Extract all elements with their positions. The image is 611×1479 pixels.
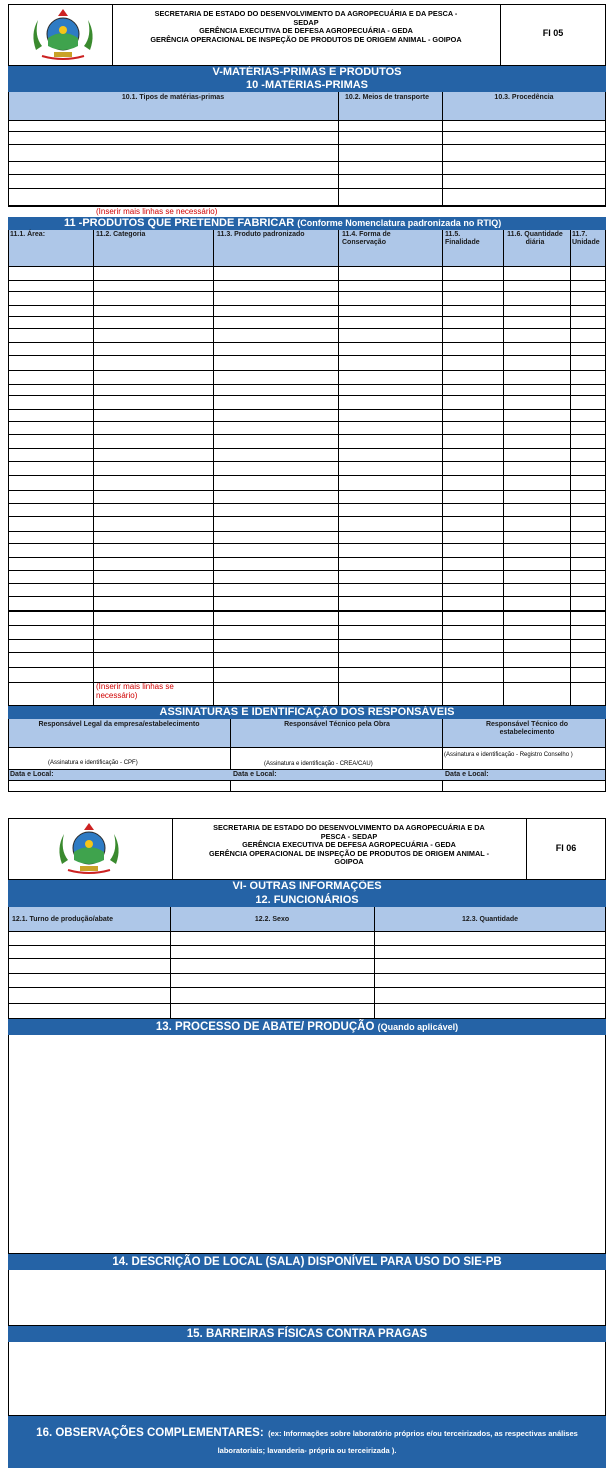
sign-header-obra: Responsável Técnico pela Obra <box>284 721 390 728</box>
coat-of-arms-icon <box>28 6 98 62</box>
grid-row-line <box>8 421 606 422</box>
grid-row-line <box>8 384 606 385</box>
col-quantidade: 12.3. Quantidade <box>461 916 519 923</box>
grid-row-line <box>8 610 606 612</box>
coat-of-arms-icon <box>54 820 124 876</box>
grid-row-line <box>8 625 606 626</box>
local-sala-area[interactable] <box>8 1270 606 1326</box>
grid-row-line <box>8 596 606 597</box>
header-line: GERÊNCIA OPERACIONAL DE INSPEÇÃO DE PRODUTOS DE ORIGEM ANIMAL - <box>208 848 489 858</box>
insert-lines-note: (Inserir mais linhas se necessário) <box>96 207 218 216</box>
col-forma-conservacao: 11.4. Forma de Conservação <box>342 231 391 246</box>
section-11-title <box>8 217 606 230</box>
grid-row-line <box>8 543 606 544</box>
processo-abate-area[interactable] <box>8 1035 606 1254</box>
section-11-title-text: 11 -PRODUTOS QUE PRETENDE FABRICAR <box>64 217 295 229</box>
section-title: V-MATÉRIAS-PRIMAS E PRODUTOS <box>8 66 606 79</box>
section-16-title-note: (ex: Informações sobre laboratório próprios e/ou terceirizados, as respectivas análises laboratoriais; lavanderia- própria ou terceirizada ). <box>217 1429 578 1455</box>
grid-row-line <box>8 583 606 584</box>
date-local-2: Data e Local: <box>233 771 277 778</box>
grid-row-line <box>8 266 606 267</box>
section-16-title <box>8 1416 606 1468</box>
section-16-title-text: 16. OBSERVAÇÕES COMPLEMENTARES: <box>36 1427 264 1439</box>
col-sexo: 12.2. Sexo <box>254 916 290 923</box>
grid-row-line <box>8 434 606 435</box>
date-local-1: Data e Local: <box>10 771 54 778</box>
grid-row-line <box>8 409 606 410</box>
col-finalidade: 11.5. Finalidade <box>445 231 480 246</box>
form-code: FI 06 <box>555 843 577 853</box>
signatures-title: ASSINATURAS E IDENTIFICAÇÃO DOS RESPONSÁVEIS <box>8 706 606 719</box>
section-15-title: 15. BARREIRAS FÍSICAS CONTRA PRAGAS <box>8 1326 606 1342</box>
col-unidade: 11.7. Unidade <box>572 231 600 246</box>
col-meios-transporte: 10.2. Meios de transporte <box>344 94 430 101</box>
col-produto-padronizado: 11.3. Produto padronizado <box>217 231 305 238</box>
insert-lines-note-2: (Inserir mais linhas se necessário) <box>96 682 174 700</box>
section-13-title-text: 13. PROCESSO DE ABATE/ PRODUÇÃO <box>155 1021 375 1033</box>
col-procedencia: 10.3. Procedência <box>494 94 554 101</box>
sign-caption-conselho: (Assinatura e identificação - Registro Conselho ) <box>444 752 573 758</box>
header-line: SEDAP <box>293 17 319 27</box>
grid-row-line <box>8 342 606 343</box>
section-14-title: 14. DESCRIÇÃO DE LOCAL (SALA) DISPONÍVEL PARA USO DO SIE-PB <box>8 1254 606 1270</box>
grid-row-line <box>8 305 606 306</box>
grid-row-line <box>8 328 606 329</box>
header-line: GOIPOA <box>334 857 364 866</box>
col-area: 11.1. Área: <box>10 231 46 238</box>
date-local-3: Data e Local: <box>445 771 489 778</box>
grid-row-line <box>8 370 606 371</box>
grid-row-line <box>8 503 606 504</box>
grid-row-line <box>8 475 606 476</box>
col-categoria: 11.2. Categoria <box>96 231 146 238</box>
section-10-title: 10 -MATÉRIAS-PRIMAS <box>8 79 606 92</box>
grid-row-line <box>8 557 606 558</box>
grid-row-line <box>8 667 606 668</box>
grid-row-line <box>8 639 606 640</box>
grid-row-line <box>8 355 606 356</box>
sign-caption-cpf: (Assinatura e identificação - CPF) <box>48 760 138 766</box>
grid-row-line <box>8 448 606 449</box>
barreiras-area[interactable] <box>8 1342 606 1416</box>
col-tipos-materias: 10.1. Tipos de matérias-primas <box>121 94 225 101</box>
header-line: GERÊNCIA EXECUTIVA DE DEFESA AGROPECUÁRIA - GEDA <box>242 840 456 849</box>
sign-header-legal: Responsável Legal da empresa/estabelecimento <box>38 721 200 728</box>
grid-row-line <box>8 461 606 462</box>
header-line: SECRETARIA DE ESTADO DO DESENVOLVIMENTO DA AGROPECUÁRIA E DA PESCA - <box>154 9 458 18</box>
header-line: PESCA - SEDAP <box>320 831 378 841</box>
grid-row-line <box>8 395 606 396</box>
header-line: GERÊNCIA OPERACIONAL DE INSPEÇÃO DE PRODUTOS DE ORIGEM ANIMAL - GOIPOA <box>150 34 462 44</box>
grid-row-line <box>8 516 606 517</box>
header-line: SECRETARIA DE ESTADO DO DESENVOLVIMENTO DA AGROPECUÁRIA E DA <box>213 823 485 832</box>
sign-caption-crea: (Assinatura e identificação - CREA/CAU) <box>264 761 373 767</box>
section-13-title-note: (Quando aplicável) <box>377 1022 459 1032</box>
section-title: VI- OUTRAS INFORMAÇÕES <box>8 880 606 893</box>
sign-header-estab: Responsável Técnico do estabelecimento <box>485 721 569 736</box>
section-11-title-note: (Conforme Nomenclatura padronizada no RTIQ) <box>297 218 502 228</box>
grid-row-line <box>8 570 606 571</box>
section-13-title <box>8 1019 606 1035</box>
header-line: GERÊNCIA EXECUTIVA DE DEFESA AGROPECUÁRIA - GEDA <box>199 26 413 35</box>
section-12-title: 12. FUNCIONÁRIOS <box>8 893 606 907</box>
grid-row-line <box>8 316 606 317</box>
grid-row-line <box>8 280 606 281</box>
col-turno: 12.1. Turno de produção/abate <box>12 916 114 923</box>
grid-row-line <box>8 531 606 532</box>
grid-row-line <box>8 652 606 653</box>
grid-row-line <box>8 291 606 292</box>
grid-row-line <box>8 490 606 491</box>
form-code: FI 05 <box>542 28 564 38</box>
col-quantidade-diaria: 11.6. Quantidade diária <box>507 231 563 246</box>
